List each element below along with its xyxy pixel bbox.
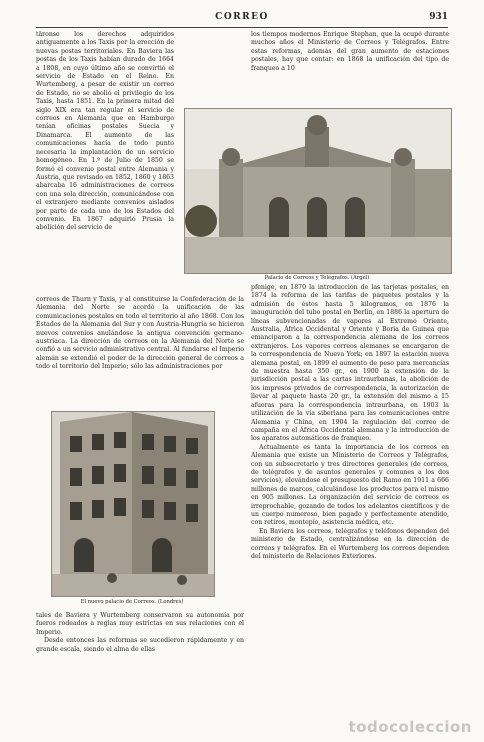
wide-text-block <box>36 296 244 400</box>
building-illustration <box>52 412 214 596</box>
right-column-bottom <box>251 284 449 724</box>
left-column-top <box>36 31 174 293</box>
paragraph: Desde entonces las reformas se sucedieron rápidamente y en grande escala, siendo el alma de ellas <box>36 637 244 653</box>
paragraph: pfenige, en 1870 la introducción de las tarjetas postales, en 1874 la reforma de las tarifas de paquetes postales y la admisión de éstos hasta 5 kilogramos, en 1876 la inauguración del tubo postal en Berlín, en 1886 la apertura de líneas subvencionadas de vapores al Extremo Oriente, Australia, África Occidental y Oriente y Boria de Guinea que emanciparon a la correspondencia alemana de los correos extranjeros. Los vapores correos alemanes se encargaron de la correspondencia de Nueva York; en 1897 la estación nueva alemana postal, en 1899 el aumento de peso para mercancías de muestra hasta 350 gr., en 1900 la extensión de la jurisdicción postal a las cartas intraurbanas, la abolición de los impresos privados de correspondencia, la autorización de llevar al paquete hasta 20 gr., la extensión del mismo a 15 afueras para la correspondencia intraurbana, en 1903 la utilización de la vía siberiana para las comunicaciones entre Alemania y China, en 1904 la regulación del correo de campaña en el África Occidental alemana y la introducción de los aparatos automáticos de franqueo. <box>251 284 449 443</box>
watermark: todocoleccion <box>348 718 472 736</box>
figure-post-office-london <box>51 411 215 597</box>
page-number: 931 <box>429 12 448 22</box>
header-rule <box>36 27 448 28</box>
page-title: CORREO <box>215 12 269 22</box>
paragraph: En Baviera los correos, telégrafos y teléfonos dependen del ministerio de Estado, centralizándose en la dirección de correos y telégrafos. En el Wurtemberg los correos dependen del ministerio de Relaciones Exteriores. <box>251 527 449 560</box>
figure-post-office-algiers <box>184 108 452 274</box>
figure-caption-bottom: El nuevo palacio de Correos. (Londres) <box>80 599 184 605</box>
paragraph: correos de Thurn y Taxis, y al constituirse la Confederación de la Alemania del Norte se acordó la unificación de las comunicaciones postales en todo el territorio al año 1868. Con los Estados de la Alemania del Sur y con Austria-Hungría se hicieron nuevos convenios anulándose la antigua convención germano-austriaca. La dirección de correos en la Alemania del Norte se confió a un servicio administrativo central. Al fundarse el Imperio alemán se extendió el poder de la dirección general de correos a todo el territorio del Imperio; sólo las administraciones por <box>36 296 244 371</box>
building-illustration <box>185 109 451 273</box>
paragraph: los tiempos modernos Enrique Stephan, que la ocupó durante muchos años el Ministerio de Correos y Telégrafos. Entre estas reformas, además del gran aumento de estaciones postales, hay que contar: en 1868 la unificación del tipo de franqueo a 10 <box>251 31 449 72</box>
page-header <box>36 12 448 26</box>
left-column-bottom <box>36 612 244 672</box>
right-column-top <box>251 31 449 105</box>
figure-caption-top: Palacio de Correos y Telégrafos. (Argel) <box>264 275 370 281</box>
paragraph: Actualmente es tanta la importancia de los correos en Alemania que existe un Ministerio de Correos y Telégrafos, con un subsecretario y tres directores generales (de correos, de telégrafos y de asuntos generales y comunes a los dos servicios), elevándose el presupuesto del Ramo en 1911 a 666 millones de marcos, calculándose los productos para el mismo en 905 millones. La organización del servicio de correos es irreprochable, gozando de todos los adelantos científicos y de un cuerpo numeroso, bien pagado y perfectamente atendido, con retiros, montepío, asistencia médica, etc. <box>251 443 449 527</box>
paragraph: tales de Baviera y Wurtemberg conservaron su autonomía por fueros rodeados a reglas muy estrictas en sus relaciones con el Imperio. <box>36 612 244 636</box>
paragraph: târonse los derechos adquiridos antiguamente a los Taxis por la erección de nuevas postas territoriales. En Baviera las postas de los Taxis habían durado de 1664 a 1808, en cuyo último año se convirtió el servicio de Estado en el Reino. En Wurtemberg, a pesar de existir un correo de Estado, no se abolió el privilegio de los Taxis, hasta 1851. En la primera mitad del siglo XIX era tan regular el servicio de correos en Alemania que en Hamburgo tenían oficinas postales Suecia y Dinamarca. El aumento de las comunicaciones hacía de todo punto necesaria la implantación de un servicio homogéneo. En 1.º de Julio de 1850 se formó el convenio postal entre Alemania y Austria, que revisado en 1852, 1860 y 1863 abarcaba 16 administraciones de correos con una sola dirección, comunicándose con el extranjero mediante convenios aislados por parte de cada uno de los Estados del convenio. En 1867 adquirió Prusia la abolición del servicio de <box>36 31 174 232</box>
